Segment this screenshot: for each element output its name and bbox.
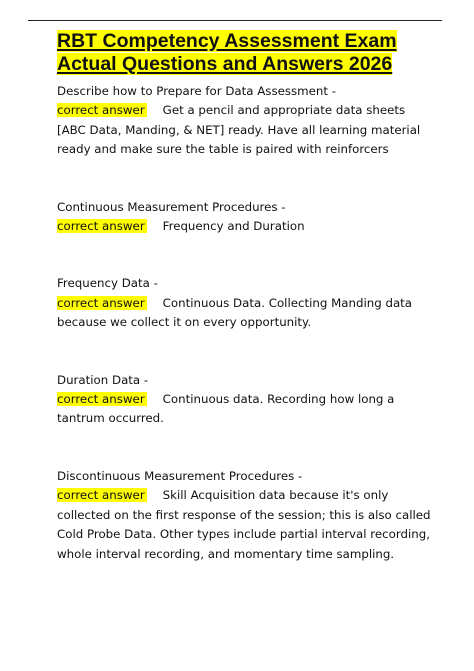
- question-text: Discontinuous Measurement Procedures -: [57, 468, 303, 483]
- answer-text: Continuous Data. Collecting Manding data because we collect it on every opportunity.: [57, 295, 413, 330]
- qa-item-frequency-data: [57, 274, 437, 332]
- correct-answer-label: correct answer: [57, 103, 145, 118]
- document-title: [57, 30, 437, 76]
- top-rule: [28, 20, 442, 21]
- question-text: Duration Data -: [57, 372, 149, 387]
- qa-item-duration-data: [57, 371, 437, 429]
- question-text: Continuous Measurement Procedures -: [57, 199, 286, 214]
- qa-item-prepare-data-assessment: [57, 82, 437, 160]
- answer-text: Continuous data. Recording how long a tantrum occurred.: [57, 392, 395, 426]
- question-text: Frequency Data -: [57, 276, 158, 291]
- qa-list: [57, 82, 437, 564]
- correct-answer-label: correct answer: [57, 295, 145, 310]
- qa-item-continuous-measurement: [57, 198, 437, 237]
- correct-answer-label: correct answer: [57, 488, 145, 503]
- answer-text: Get a pencil and appropriate data sheets [ABC Data, Manding, & NET] ready. Have all learning material ready and make sure the table is paired with reinforcers: [57, 103, 421, 157]
- qa-item-discontinuous-measurement: [57, 467, 437, 564]
- title-line-1: RBT Competency Assessment Exam: [57, 30, 397, 52]
- correct-answer-label: correct answer: [57, 219, 145, 234]
- title-line-2: Actual Questions and Answers 2026: [57, 53, 393, 75]
- answer-text: Frequency and Duration: [162, 219, 305, 234]
- document-page: [57, 30, 437, 564]
- question-text: Describe how to Prepare for Data Assessment -: [57, 84, 337, 98]
- answer-text: Skill Acquisition data because it's only collected on the first response of the session; this is also called Cold Probe Data. Other types include partial interval recording, whole interval recording, and momentary time sampling.: [57, 488, 431, 561]
- correct-answer-label: correct answer: [57, 392, 145, 407]
